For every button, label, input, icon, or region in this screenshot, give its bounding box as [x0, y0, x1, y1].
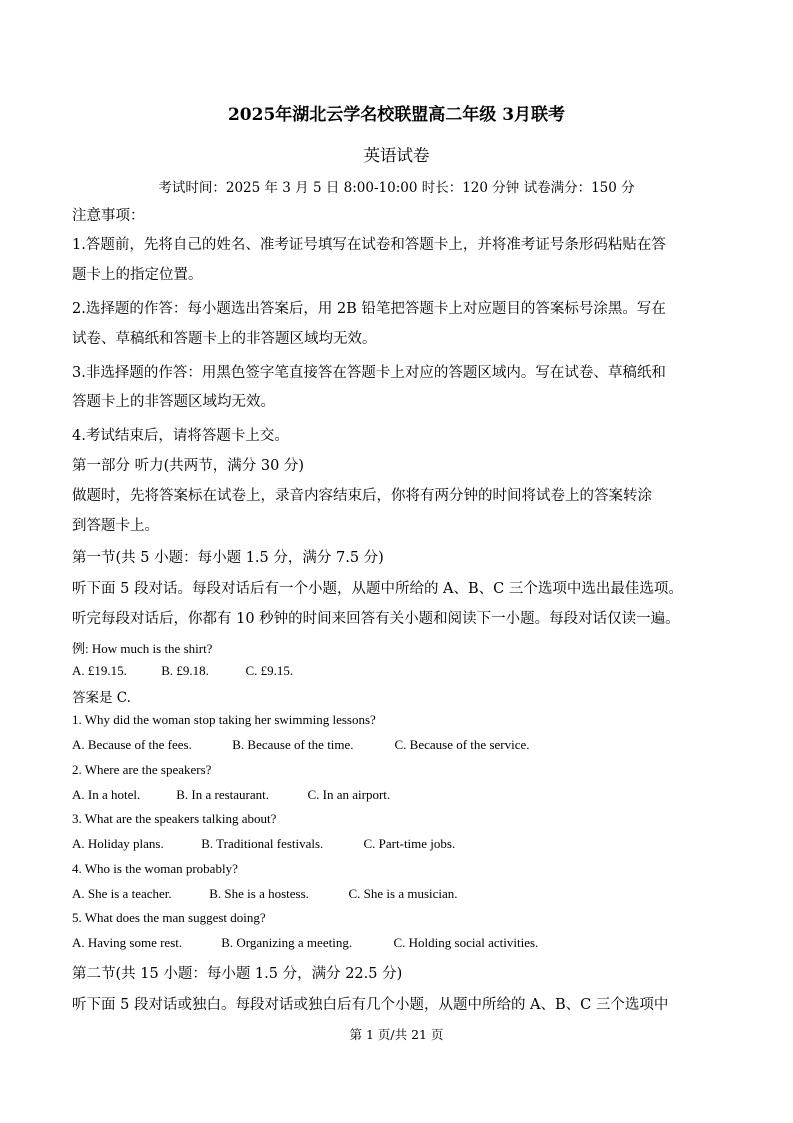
q4-option-c: C. She is a musician.: [348, 886, 458, 901]
q3-option-b: B. Traditional festivals.: [201, 836, 324, 851]
q1-option-b: B. Because of the time.: [232, 737, 354, 752]
exam-title: 2025年湖北云学名校联盟高二年级 3月联考: [227, 105, 566, 125]
q2-option-a: A. In a hotel.: [72, 787, 141, 802]
page-footer: 第 1 页/共 21 页: [349, 1027, 444, 1042]
q5-option-c: C. Holding social activities.: [393, 935, 539, 950]
question-1-options: [72, 737, 530, 753]
part1-intro-b: 到答题卡上。: [72, 518, 159, 534]
q5-option-a: A. Having some rest.: [72, 935, 183, 950]
question-3: 3. What are the speakers talking about?: [72, 811, 277, 826]
question-4-options: [72, 886, 458, 902]
q4-option-b: B. She is a hostess.: [209, 886, 309, 901]
question-2: 2. Where are the speakers?: [72, 762, 212, 777]
example-answer: 答案是 C.: [72, 690, 131, 706]
notice-heading: 注意事项：: [72, 208, 145, 224]
q3-option-c: C. Part-time jobs.: [363, 836, 456, 851]
q5-option-b: B. Organizing a meeting.: [221, 935, 353, 950]
example-question: 例: How much is the shirt?: [72, 641, 213, 656]
question-3-options: [72, 836, 455, 852]
question-5: 5. What does the man suggest doing?: [72, 910, 266, 925]
exam-subject: 英语试卷: [363, 146, 430, 165]
example-options: [72, 663, 293, 679]
notice-item-1b: 题卡上的指定位置。: [72, 267, 203, 283]
q2-option-b: B. In a restaurant.: [176, 787, 270, 802]
question-2-options: [72, 787, 390, 803]
section1-intro-a: 听下面 5 段对话。每段对话后有一个小题，从题中所给的 A、B、C 三个选项中选出最佳选项。: [72, 581, 683, 597]
q4-option-a: A. She is a teacher.: [72, 886, 172, 901]
notice-item-3b: 答题卡上的非答题区域均无效。: [72, 394, 275, 410]
question-4: 4. Who is the woman probably?: [72, 861, 238, 876]
question-1: 1. Why did the woman stop taking her swimming lessons?: [72, 712, 376, 727]
section1-heading: 第一节(共 5 小题：每小题 1.5 分，满分 7.5 分): [72, 550, 384, 566]
section2-heading: 第二节(共 15 小题：每小题 1.5 分，满分 22.5 分): [72, 966, 403, 982]
example-option-c: C. £9.15.: [245, 663, 294, 678]
notice-item-4: 4.考试结束后，请将答题卡上交。: [72, 428, 289, 444]
notice-item-3a: 3.非选择题的作答：用黑色签字笔直接答在答题卡上对应的答题区域内。写在试卷、草稿纸和: [72, 365, 666, 381]
notice-item-1a: 1.答题前，先将自己的姓名、准考证号填写在试卷和答题卡上，并将准考证号条形码粘贴在答: [72, 237, 666, 253]
example-option-b: B. £9.18.: [161, 663, 209, 678]
section2-intro-a: 听下面 5 段对话或独白。每段对话或独白后有几个小题，从题中所给的 A、B、C 三个选项中: [72, 997, 669, 1013]
section1-intro-b: 听完每段对话后，你都有 10 秒钟的时间来回答有关小题和阅读下一小题。每段对话仅读一遍。: [72, 611, 680, 627]
part1-heading: 第一部分 听力(共两节，满分 30 分): [72, 458, 305, 474]
exam-info: 考试时间：2025 年 3 月 5 日 8:00-10:00 时长：120 分钟 试卷满分：150 分: [158, 180, 635, 196]
q3-option-a: A. Holiday plans.: [72, 836, 164, 851]
q1-option-a: A. Because of the fees.: [72, 737, 192, 752]
example-option-a: A. £19.15.: [72, 663, 127, 678]
part1-intro-a: 做题时，先将答案标在试卷上，录音内容结束后，你将有两分钟的时间将试卷上的答案转涂: [72, 488, 652, 504]
notice-item-2a: 2.选择题的作答：每小题选出答案后，用 2B 铅笔把答题卡上对应题目的答案标号涂黑。写在: [72, 301, 666, 317]
q1-option-c: C. Because of the service.: [394, 737, 530, 752]
question-5-options: [72, 935, 538, 951]
q2-option-c: C. In an airport.: [307, 787, 391, 802]
notice-item-2b: 试卷、草稿纸和答题卡上的非答题区域均无效。: [72, 331, 377, 347]
